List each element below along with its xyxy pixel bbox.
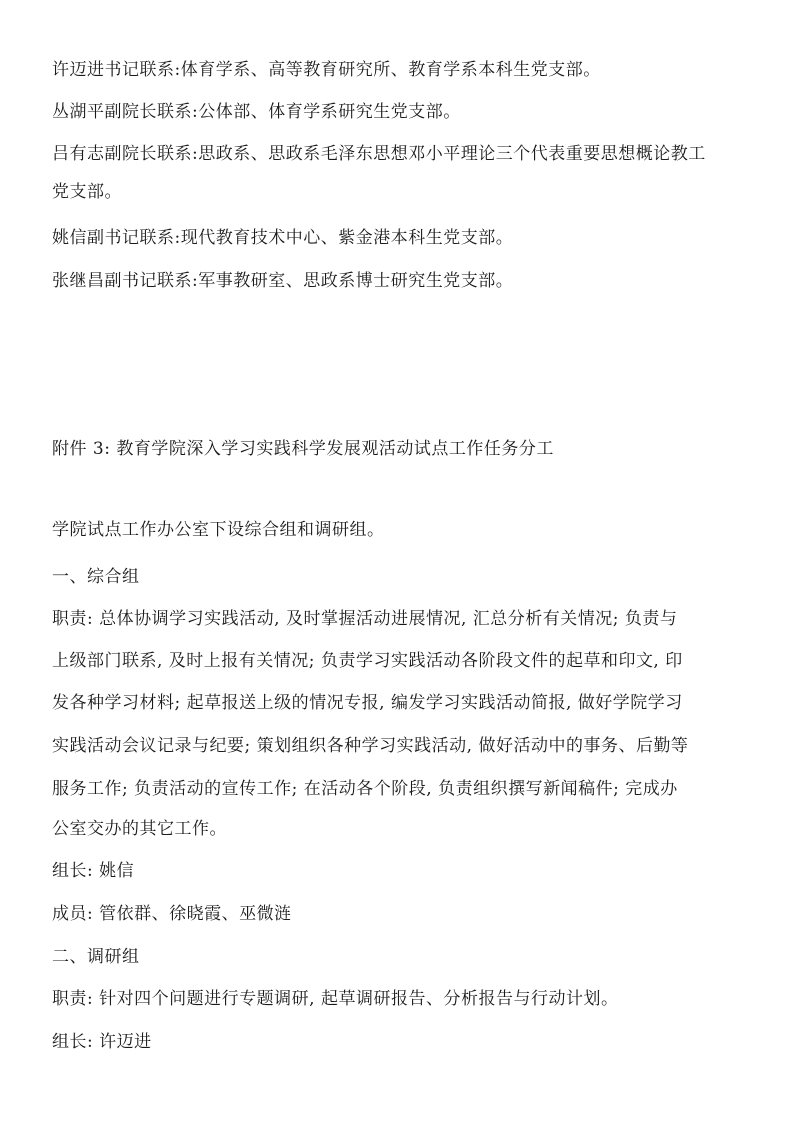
- group1-duty-line-5: 服务工作; 负责活动的宣传工作; 在活动各个阶段, 负责组织撰写新闻稿件; 完成办: [52, 779, 678, 799]
- group1-duty-line-2: 上级部门联系, 及时上报有关情况; 负责学习实践活动各阶段文件的起草和印文, 印: [52, 651, 683, 671]
- group2-leader: 组长: 许迈进: [52, 1032, 152, 1052]
- group1-duty-line-4: 实践活动会议记录与纪要; 策划组织各种学习实践活动, 做好活动中的事务、后勤等: [52, 736, 689, 756]
- group1-leader: 组长: 姚信: [52, 861, 135, 881]
- liaison-line-1: 许迈进书记联系:体育学系、高等教育研究所、教育学系本科生党支部。: [52, 60, 601, 80]
- liaison-line-5: 张继昌副书记联系:军事教研室、思政系博士研究生党支部。: [52, 271, 514, 291]
- liaison-line-4: 姚信副书记联系:现代教育技术中心、紫金港本科生党支部。: [52, 228, 514, 248]
- group2-duty: 职责: 针对四个问题进行专题调研, 起草调研报告、分析报告与行动计划。: [52, 989, 619, 1009]
- liaison-line-3: 吕有志副院长联系:思政系、思政系毛泽东思想邓小平理论三个代表重要思想概论教工: [52, 144, 706, 164]
- liaison-line-3-cont: 党支部。: [52, 182, 122, 202]
- group1-duty-line-1: 职责: 总体协调学习实践活动, 及时掌握活动进展情况, 汇总分析有关情况; 负责与: [52, 609, 678, 629]
- attachment-title: 附件 3: 教育学院深入学习实践科学发展观活动试点工作任务分工: [52, 439, 554, 459]
- group2-heading: 二、调研组: [52, 947, 140, 967]
- group1-duty-line-6: 公室交办的其它工作。: [52, 819, 227, 839]
- group1-heading: 一、综合组: [52, 567, 140, 587]
- liaison-line-2: 丛湖平副院长联系:公体部、体育学系研究生党支部。: [52, 102, 461, 122]
- group1-members: 成员: 管依群、徐晓霞、巫微涟: [52, 904, 292, 924]
- intro-text: 学院试点工作办公室下设综合组和调研组。: [52, 520, 385, 540]
- group1-duty-line-3: 发各种学习材料; 起草报送上级的情况专报, 编发学习实践活动简报, 做好学院学习: [52, 693, 683, 713]
